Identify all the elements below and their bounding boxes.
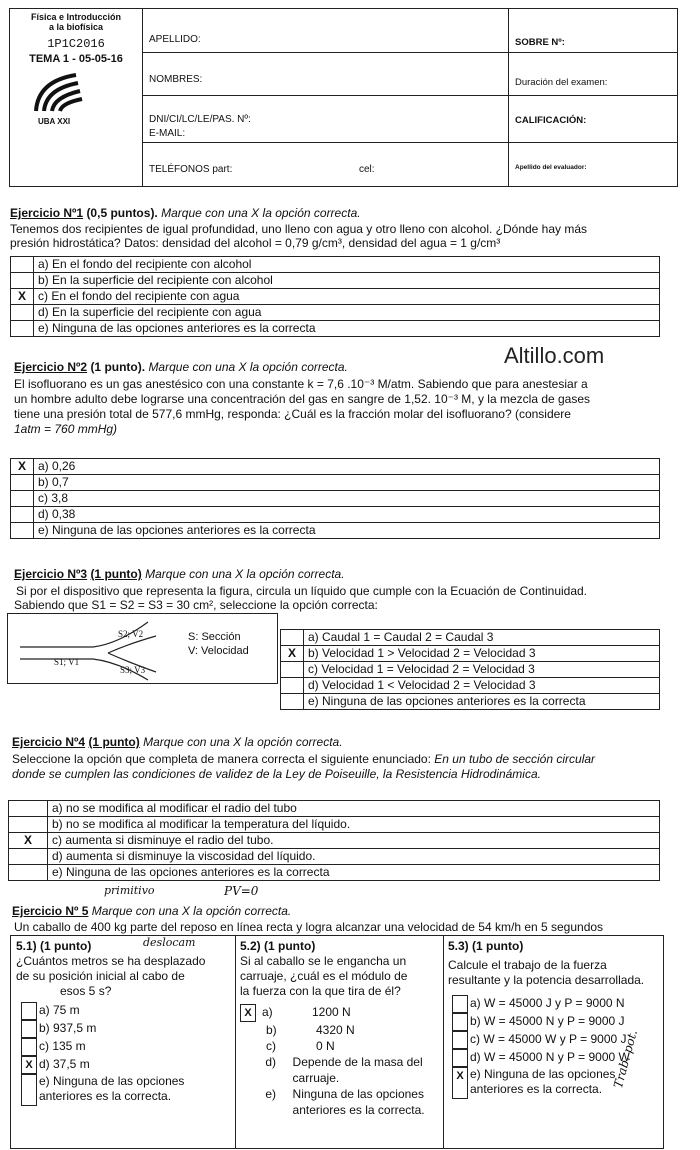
q51-mark-d[interactable]: X bbox=[21, 1056, 37, 1074]
ex1-option-e[interactable] bbox=[11, 321, 660, 337]
q52-q-line2: carruaje, ¿cuál es el módulo de bbox=[240, 969, 408, 983]
q52-option-b[interactable] bbox=[240, 1022, 438, 1038]
ex4-label-c: c) aumenta si disminuye el radio del tubo. bbox=[48, 833, 660, 849]
ex1-instruction: Marque con una X la opción correcta. bbox=[161, 206, 361, 220]
q53-q-line2: resultante y la potencia desarrollada. bbox=[448, 973, 645, 987]
ex4-text-1 bbox=[12, 752, 595, 766]
ex1-mark-d[interactable] bbox=[11, 305, 34, 321]
q51-options bbox=[21, 1002, 226, 1106]
q52-key-b: b) bbox=[266, 1023, 277, 1037]
ex2-option-b[interactable] bbox=[11, 475, 660, 491]
ex2-text-4: 1atm = 760 mmHg) bbox=[14, 422, 118, 436]
ex5-title: Ejercicio Nº 5 bbox=[12, 904, 89, 918]
ex2-option-e[interactable] bbox=[11, 523, 660, 539]
q52-label-a: 1200 N bbox=[312, 1005, 351, 1019]
ex3-text-1: Si por el dispositivo que representa la figura, circula un líquido que cumple con la Ecuación de Continuidad. bbox=[16, 584, 588, 598]
q53-option-a[interactable] bbox=[452, 995, 632, 1013]
ex1-mark-a[interactable] bbox=[11, 257, 34, 273]
watermark-text: Altillo.com bbox=[504, 343, 605, 368]
fig-s3-label: S3; V3 bbox=[120, 665, 146, 675]
ex2-text-3: tiene una presión total de 577,6 mmHg, responda: ¿Cuál es la fracción molar del isofluorano? (considere bbox=[14, 407, 571, 421]
ex4-label-e: e) Ninguna de las opciones anteriores es la correcta bbox=[48, 865, 660, 881]
ex3-label-a: a) Caudal 1 = Caudal 2 = Caudal 3 bbox=[304, 630, 660, 646]
q52-label-d: Depende de la masa del carruaje. bbox=[292, 1055, 423, 1085]
ex4-option-d[interactable] bbox=[9, 849, 660, 865]
q52-label-b: 4320 N bbox=[316, 1023, 355, 1037]
ex5-subquestions-box bbox=[10, 935, 664, 1149]
student-fields bbox=[143, 9, 509, 186]
fig-legend-seccion: S: Sección bbox=[188, 631, 241, 643]
q51-label-d: d) 37,5 m bbox=[39, 1057, 90, 1072]
ex4-mark-c[interactable]: X bbox=[9, 833, 48, 849]
ex1-points: (0,5 puntos). bbox=[86, 206, 158, 220]
ex4-text-1b: En un tubo de sección circular bbox=[434, 752, 596, 766]
ex2-heading bbox=[14, 360, 348, 374]
cel-label: cel: bbox=[359, 164, 375, 175]
ex3-label-e: e) Ninguna de las opciones anteriores es la correcta bbox=[304, 694, 660, 710]
ex2-label-e: e) Ninguna de las opciones anteriores es la correcta bbox=[34, 523, 660, 539]
ex1-mark-e[interactable] bbox=[11, 321, 34, 337]
duracion-label: Duración del examen: bbox=[515, 77, 608, 88]
q53-question bbox=[448, 958, 644, 988]
ex3-options-table bbox=[280, 629, 660, 710]
ex3-option-b[interactable] bbox=[281, 646, 660, 662]
ex4-points: (1 punto) bbox=[88, 735, 140, 749]
q51-mark-b[interactable] bbox=[21, 1020, 37, 1038]
q52-mark-d[interactable] bbox=[240, 1054, 261, 1086]
exam-code: 1P1C2016 bbox=[47, 37, 105, 51]
ex2-text-1: El isofluorano es un gas anestésico con una constante k = 7,6 .10⁻³ M/atm. Sabiendo que para anestesiar a bbox=[14, 377, 588, 391]
q53-mark-c[interactable] bbox=[452, 1031, 468, 1049]
uba-logo-text: UBA XXI bbox=[38, 117, 71, 126]
q53-mark-b[interactable] bbox=[452, 1013, 468, 1031]
q51-question bbox=[16, 954, 205, 999]
exam-header bbox=[9, 8, 678, 187]
q51-q-line2: de su posición inicial al cabo de bbox=[16, 969, 185, 983]
q53-mark-a[interactable] bbox=[452, 995, 468, 1013]
ex4-mark-b[interactable] bbox=[9, 817, 48, 833]
ex3-option-c[interactable] bbox=[281, 662, 660, 678]
ex4-options-table bbox=[8, 800, 660, 881]
q51-label-a: a) 75 m bbox=[39, 1003, 80, 1018]
ex3-title: Ejercicio Nº3 bbox=[14, 567, 88, 581]
ex2-option-c[interactable] bbox=[11, 491, 660, 507]
q53-q-line1: Calcule el trabajo de la fuerza bbox=[448, 958, 607, 972]
calificacion-label: CALIFICACIÓN: bbox=[515, 115, 587, 126]
course-name-1: Física e Introducción bbox=[30, 12, 122, 22]
ex1-label-b: b) En la superficie del recipiente con alcohol bbox=[34, 273, 660, 289]
ex3-option-a[interactable] bbox=[281, 630, 660, 646]
q53-option-e[interactable] bbox=[452, 1067, 632, 1099]
ex2-mark-b[interactable] bbox=[11, 475, 34, 491]
q52-option-e[interactable] bbox=[240, 1086, 438, 1118]
ex2-title: Ejercicio Nº2 bbox=[14, 360, 88, 374]
q51-title: 5.1) (1 punto) bbox=[16, 939, 92, 953]
q53-label-e: e) Ninguna de las opciones anteriores es la correcta. bbox=[470, 1067, 616, 1096]
ex1-option-a[interactable] bbox=[11, 257, 660, 273]
ex2-mark-d[interactable] bbox=[11, 507, 34, 523]
ex1-option-b[interactable] bbox=[11, 273, 660, 289]
q53-option-b[interactable] bbox=[452, 1013, 632, 1031]
ex3-points: (1 punto) bbox=[90, 567, 142, 581]
ex1-text-1: Tenemos dos recipientes de igual profundidad, uno lleno con agua y otro lleno con alcohol. ¿Dónde hay más bbox=[10, 222, 588, 236]
ex3-mark-d[interactable] bbox=[281, 678, 304, 694]
ex4-label-b: b) no se modifica al modificar la temperatura del líquido. bbox=[48, 817, 660, 833]
q52-mark-b[interactable] bbox=[240, 1022, 262, 1038]
apellido-label: APELLIDO: bbox=[149, 34, 201, 45]
ex3-option-d[interactable] bbox=[281, 678, 660, 694]
ex4-option-c[interactable] bbox=[9, 833, 660, 849]
evaluador-label: Apellido del evaluador: bbox=[515, 164, 587, 171]
q53-title: 5.3) (1 punto) bbox=[448, 939, 524, 953]
ex4-mark-a[interactable] bbox=[9, 801, 48, 817]
ex5-text-1: Un caballo de 400 kg parte del reposo en línea recta y logra alcanzar una velocidad de 54 km/h en 5 segundos bbox=[14, 920, 604, 934]
handwritten-note-pv: PV=0 bbox=[224, 884, 259, 898]
q52-label-e: Ninguna de las opciones anteriores es la correcta. bbox=[292, 1087, 425, 1117]
q52-key-d: d) bbox=[265, 1055, 276, 1069]
ex4-heading bbox=[12, 735, 343, 749]
nombres-label: NOMBRES: bbox=[149, 74, 203, 85]
q51-option-b[interactable] bbox=[21, 1020, 226, 1038]
course-info-cell bbox=[10, 9, 143, 186]
ex2-label-a: a) 0,26 bbox=[34, 459, 660, 475]
ex2-mark-a[interactable]: X bbox=[11, 459, 34, 475]
ex3-mark-a[interactable] bbox=[281, 630, 304, 646]
grading-fields bbox=[509, 9, 677, 186]
ex1-options-table bbox=[10, 256, 660, 337]
ex3-heading bbox=[14, 567, 345, 581]
ex4-option-b[interactable] bbox=[9, 817, 660, 833]
q53-mark-e[interactable]: X bbox=[452, 1067, 468, 1099]
ex2-option-a[interactable] bbox=[11, 459, 660, 475]
ex4-mark-e[interactable] bbox=[9, 865, 48, 881]
q51-mark-e[interactable] bbox=[21, 1074, 37, 1106]
ex1-label-a: a) En el fondo del recipiente con alcohol bbox=[34, 257, 660, 273]
fig-s2-label: S2; V2 bbox=[118, 629, 144, 639]
ex4-instruction: Marque con una X la opción correcta. bbox=[143, 735, 343, 749]
pipe-figure bbox=[7, 613, 278, 684]
q52-question bbox=[240, 954, 407, 999]
q52-option-d[interactable] bbox=[240, 1054, 438, 1086]
q52-option-c[interactable] bbox=[240, 1038, 438, 1054]
q53-options bbox=[452, 995, 632, 1099]
ex1-title: Ejercicio Nº1 bbox=[10, 206, 84, 220]
ex4-option-a[interactable] bbox=[9, 801, 660, 817]
q52-mark-e[interactable] bbox=[240, 1086, 261, 1118]
ex2-points: (1 punto). bbox=[90, 360, 146, 374]
ex4-text-2: donde se cumplen las condiciones de validez de la Ley de Poiseuille, la Resistencia Hidrodinámica. bbox=[12, 767, 541, 781]
q52-key-c: c) bbox=[266, 1039, 276, 1053]
q51-mark-a[interactable] bbox=[21, 1002, 37, 1020]
q51-mark-c[interactable] bbox=[21, 1038, 37, 1056]
q52-q-line3: la fuerza con la que tira de él? bbox=[240, 984, 401, 998]
ex3-label-d: d) Velocidad 1 < Velocidad 2 = Velocidad 3 bbox=[304, 678, 660, 694]
ex3-label-c: c) Velocidad 1 = Velocidad 2 = Velocidad 3 bbox=[304, 662, 660, 678]
dni-label: DNI/CI/LC/LE/PAS. Nº: bbox=[149, 114, 251, 125]
handwritten-side-note: Trab. pot. bbox=[611, 1028, 640, 1090]
q53-label-d: d) W = 45000 N y P = 9000 W bbox=[470, 1050, 630, 1065]
fig-s1-label: S1; V1 bbox=[54, 657, 80, 667]
q51-option-a[interactable] bbox=[21, 1002, 226, 1020]
q51-label-e: e) Ninguna de las opciones anteriores es la correcta. bbox=[39, 1074, 185, 1103]
ex1-heading bbox=[10, 206, 361, 220]
ex1-option-d[interactable] bbox=[11, 305, 660, 321]
email-label: E-MAIL: bbox=[149, 128, 186, 139]
course-name-2: a la biofísica bbox=[48, 22, 104, 32]
ex2-label-c: c) 3,8 bbox=[34, 491, 660, 507]
ex2-label-b: b) 0,7 bbox=[34, 475, 660, 491]
ex1-mark-c[interactable]: X bbox=[11, 289, 34, 305]
ex5-heading bbox=[12, 904, 291, 918]
handwritten-note-deslocam: deslocam bbox=[143, 936, 196, 949]
ex3-mark-e[interactable] bbox=[281, 694, 304, 710]
q51-q-line1: ¿Cuántos metros se ha desplazado bbox=[16, 954, 206, 968]
ex3-label-b: b) Velocidad 1 > Velocidad 2 = Velocidad 3 bbox=[304, 646, 660, 662]
q52-key-a: a) bbox=[262, 1005, 273, 1019]
ex3-mark-c[interactable] bbox=[281, 662, 304, 678]
ex3-instruction: Marque con una X la opción correcta. bbox=[145, 567, 345, 581]
exam-tema: TEMA 1 - 05-05-16 bbox=[29, 53, 123, 65]
ex3-mark-b[interactable]: X bbox=[281, 646, 304, 662]
q51-option-e[interactable] bbox=[21, 1074, 226, 1106]
q52-options bbox=[240, 1004, 438, 1118]
ex5-instruction: Marque con una X la opción correcta. bbox=[91, 904, 292, 918]
fig-legend-velocidad: V: Velocidad bbox=[188, 645, 249, 657]
ex1-label-e: e) Ninguna de las opciones anteriores es la correcta bbox=[34, 321, 660, 337]
q52-label-c: 0 N bbox=[316, 1039, 335, 1053]
ex4-mark-d[interactable] bbox=[9, 849, 48, 865]
ex2-instruction: Marque con una X la opción correcta. bbox=[148, 360, 348, 374]
ex4-label-d: d) aumenta si disminuye la viscosidad del líquido. bbox=[48, 849, 660, 865]
q51-option-c[interactable] bbox=[21, 1038, 226, 1056]
ex4-text-1a: Seleccione la opción que completa de manera correcta el siguiente enunciado: bbox=[12, 752, 431, 766]
ex2-mark-c[interactable] bbox=[11, 491, 34, 507]
ex4-label-a: a) no se modifica al modificar el radio del tubo bbox=[48, 801, 660, 817]
ex3-option-e[interactable] bbox=[281, 694, 660, 710]
ex2-label-d: d) 0,38 bbox=[34, 507, 660, 523]
q52-title: 5.2) (1 punto) bbox=[240, 939, 316, 953]
q52-q-line1: Si al caballo se le engancha un bbox=[240, 954, 407, 968]
q52-mark-c[interactable] bbox=[240, 1038, 262, 1054]
telefonos-label: TELÉFONOS part: bbox=[149, 164, 233, 175]
ex1-label-c: c) En el fondo del recipiente con agua bbox=[34, 289, 660, 305]
ex3-text-2: Sabiendo que S1 = S2 = S3 = 30 cm², seleccione la opción correcta: bbox=[14, 598, 378, 612]
ex2-mark-e[interactable] bbox=[11, 523, 34, 539]
handwritten-note-primitivo: primitivo bbox=[104, 884, 155, 897]
q53-mark-d[interactable] bbox=[452, 1049, 468, 1067]
q53-option-d[interactable] bbox=[452, 1049, 632, 1067]
q53-label-b: b) W = 45000 N y P = 9000 J bbox=[470, 1014, 625, 1029]
q53-label-c: c) W = 45000 W y P = 9000 J bbox=[470, 1032, 627, 1047]
ex4-title: Ejercicio Nº4 bbox=[12, 735, 86, 749]
q53-option-c[interactable] bbox=[452, 1031, 632, 1049]
q51-label-c: c) 135 m bbox=[39, 1039, 86, 1054]
q52-option-a[interactable] bbox=[240, 1004, 438, 1022]
q52-mark-a[interactable]: X bbox=[240, 1004, 256, 1022]
sobre-label: SOBRE Nº: bbox=[515, 37, 565, 48]
ex1-option-c[interactable] bbox=[11, 289, 660, 305]
q52-key-e: e) bbox=[265, 1087, 276, 1101]
uba-logo-icon bbox=[32, 71, 84, 115]
q51-option-d[interactable] bbox=[21, 1056, 226, 1074]
q51-q-line3: esos 5 s? bbox=[60, 984, 112, 998]
ex1-label-d: d) En la superficie del recipiente con agua bbox=[34, 305, 660, 321]
ex2-option-d[interactable] bbox=[11, 507, 660, 523]
ex4-option-e[interactable] bbox=[9, 865, 660, 881]
q51-label-b: b) 937,5 m bbox=[39, 1021, 97, 1036]
ex1-text-2: presión hidrostática? Datos: densidad del alcohol = 0,79 g/cm³, densidad del agua = 1 g/cm³ bbox=[10, 236, 501, 250]
ex2-text-2: un hombre adulto debe lograrse una concentración del gas en sangre de 1,52. 10⁻³ M, y la mezcla de gases bbox=[14, 392, 591, 406]
ex2-options-table bbox=[10, 458, 660, 539]
ex1-mark-b[interactable] bbox=[11, 273, 34, 289]
q53-label-a: a) W = 45000 J y P = 9000 N bbox=[470, 996, 625, 1011]
